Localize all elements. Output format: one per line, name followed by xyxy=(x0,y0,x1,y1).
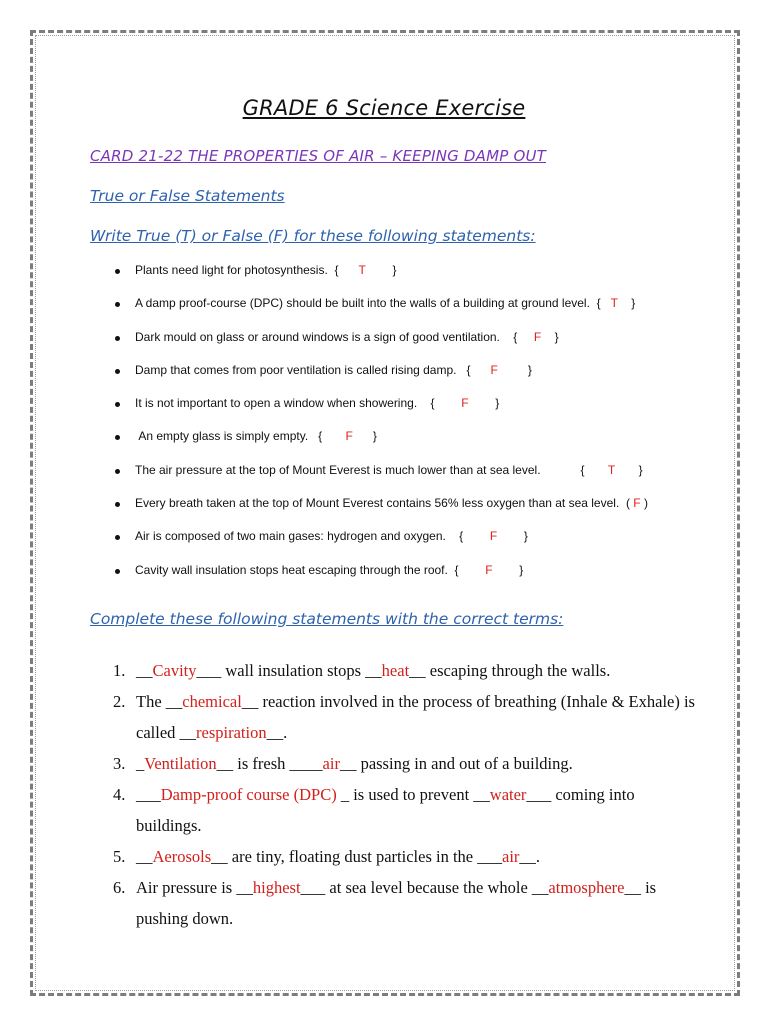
statement-text: ___ coming into buildings. xyxy=(136,785,635,835)
statement-text: Damp that comes from poor ventilation is called rising damp. xyxy=(135,362,457,377)
list-item: A damp proof-course (DPC) should be built into the walls of a building at ground level. { T } xyxy=(115,296,648,329)
statement-text: Air is composed of two main gases: hydrogen and oxygen. xyxy=(135,529,446,544)
statement-text: An empty glass is simply empty. xyxy=(138,429,309,444)
list-item xyxy=(113,841,696,872)
statement-text: It is not important to open a window when showering. xyxy=(135,396,418,411)
statement-text: Dark mould on glass or around windows is a sign of good ventilation. xyxy=(135,329,500,344)
answer: respiration xyxy=(196,723,267,742)
answer: F xyxy=(485,562,493,577)
list-item xyxy=(113,655,696,686)
item-number: 1. xyxy=(113,661,126,680)
statement-text: __ xyxy=(136,847,153,866)
answer: F xyxy=(490,362,498,377)
statement-text: __. xyxy=(266,723,288,742)
item-number: 4. xyxy=(113,785,126,804)
statement-text: __ is pushing down. xyxy=(136,878,657,928)
answer: air xyxy=(502,847,520,866)
answer: T xyxy=(358,263,366,277)
item-number: 6. xyxy=(113,878,126,897)
answer: air xyxy=(322,754,340,773)
list-item: An empty glass is simply empty. { F } xyxy=(115,429,648,462)
list-item xyxy=(113,872,696,934)
statement-text: _ xyxy=(136,754,145,773)
statement-text: ___ wall insulation stops __ xyxy=(196,661,382,680)
statement-text: ___ at sea level because the whole __ xyxy=(300,878,549,897)
list-item: It is not important to open a window when showering. { F } xyxy=(115,396,648,429)
statement-text: The __ xyxy=(136,692,183,711)
answer: F xyxy=(461,396,469,411)
list-item xyxy=(113,686,696,748)
statement-text: __ is fresh ____ xyxy=(216,754,323,773)
list-item: Dark mould on glass or around windows is a sign of good ventilation. { F } xyxy=(115,330,648,363)
list-item: Cavity wall insulation stops heat escaping through the roof. { F } xyxy=(115,563,648,596)
statement-text: _ is used to prevent __ xyxy=(336,785,490,804)
list-item xyxy=(113,748,696,779)
list-item: Air is composed of two main gases: hydrogen and oxygen. { F } xyxy=(115,529,648,562)
statement-text: __. xyxy=(519,847,541,866)
page-title: GRADE 6 Science Exercise xyxy=(242,96,526,120)
statement-text: Every breath taken at the top of Mount Everest contains 56% less oxygen than at sea level. xyxy=(135,496,620,511)
true-false-heading: True or False Statements xyxy=(90,187,285,205)
statement-text: Plants need light for photosynthesis. xyxy=(135,263,328,277)
item-number: 2. xyxy=(113,692,126,711)
answer: atmosphere xyxy=(548,878,625,897)
statement-text: __ are tiny, floating dust particles in the ___ xyxy=(211,847,502,866)
answer: T xyxy=(607,462,616,477)
statement-text: A damp proof-course (DPC) should be built into the walls of a building at ground level. xyxy=(135,296,590,311)
item-number: 3. xyxy=(113,754,126,773)
statement-text: __ escaping through the walls. xyxy=(409,661,611,680)
answer: F xyxy=(533,329,542,344)
list-item xyxy=(113,779,696,841)
list-item: Plants need light for photosynthesis. { T } xyxy=(115,263,648,296)
item-number: 5. xyxy=(113,847,126,866)
answer: chemical xyxy=(182,692,242,711)
answer: Ventilation xyxy=(144,754,217,773)
card-heading: CARD 21-22 THE PROPERTIES OF AIR – KEEPING DAMP OUT xyxy=(90,147,547,165)
answer: Cavity xyxy=(152,661,197,680)
true-false-list xyxy=(115,263,648,596)
answer: heat xyxy=(381,661,410,680)
answer: F xyxy=(345,429,353,444)
answer: Aerosols xyxy=(152,847,212,866)
statement-text: __ xyxy=(136,661,153,680)
statement-text: The air pressure at the top of Mount Everest is much lower than at sea level. xyxy=(135,462,541,477)
completion-list xyxy=(113,655,696,934)
answer: highest xyxy=(252,878,301,897)
list-item: The air pressure at the top of Mount Everest is much lower than at sea level. { T } xyxy=(115,463,648,496)
true-false-instruction: Write True (T) or False (F) for these following statements: xyxy=(90,227,536,245)
answer: F xyxy=(633,496,641,511)
statement-text: __ passing in and out of a building. xyxy=(339,754,573,773)
statement-text: Air pressure is __ xyxy=(136,878,253,897)
answer: Damp-proof course (DPC) xyxy=(160,785,337,804)
statement-text: Cavity wall insulation stops heat escaping through the roof. xyxy=(135,562,448,577)
statement-text: ___ xyxy=(136,785,161,804)
statement-text: __ reaction involved in the process of breathing (Inhale & Exhale) is called __ xyxy=(136,692,695,742)
answer: T xyxy=(610,296,618,311)
list-item: Damp that comes from poor ventilation is called rising damp. { F } xyxy=(115,363,648,396)
list-item: Every breath taken at the top of Mount Everest contains 56% less oxygen than at sea level. ( F ) xyxy=(115,496,648,529)
answer: water xyxy=(489,785,527,804)
answer: F xyxy=(489,529,498,544)
completion-instruction: Complete these following statements with the correct terms: xyxy=(90,610,564,628)
